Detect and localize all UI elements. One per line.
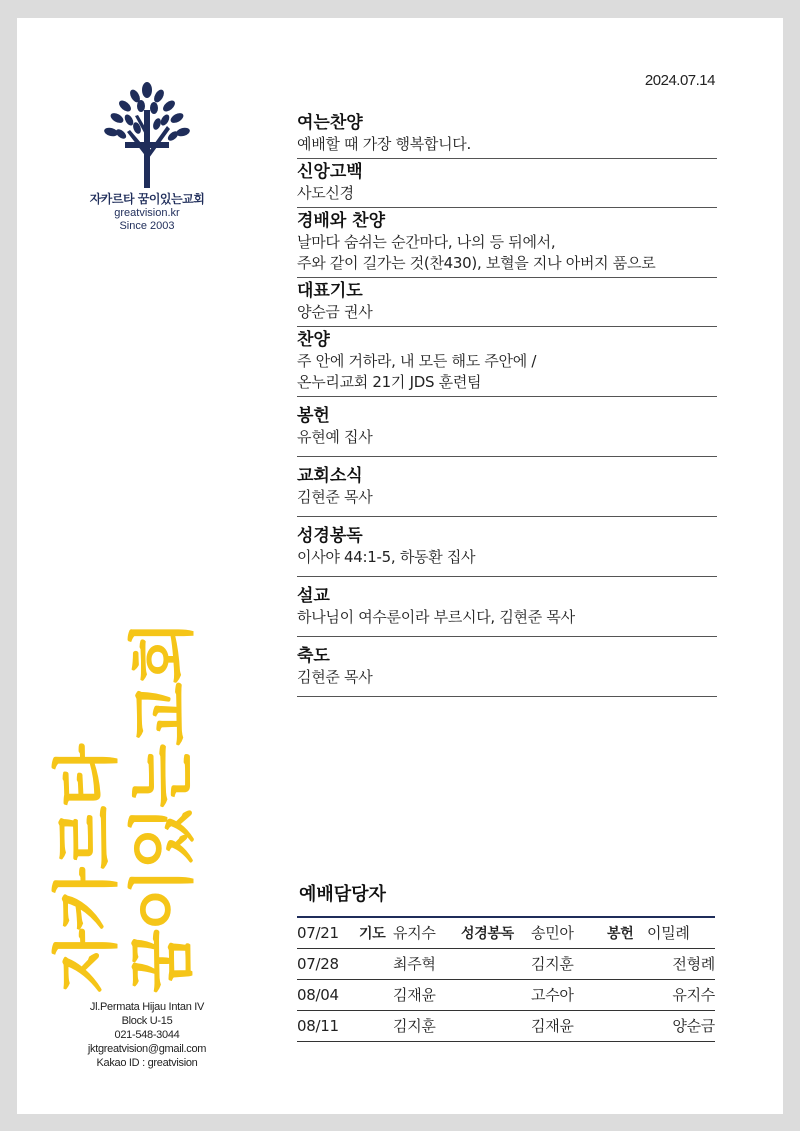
reading-name: 김지훈	[531, 955, 574, 973]
order-item	[297, 159, 717, 208]
order-item-detail: 예배할 때 가장 행복합니다.	[297, 135, 471, 153]
order-item-title: 대표기도	[297, 281, 363, 301]
order-item	[297, 637, 717, 697]
bulletin-page	[17, 18, 783, 1114]
order-item	[297, 208, 717, 278]
vertical-title-line-2: 꿈이있는교회	[124, 622, 201, 993]
staff-table	[297, 916, 715, 1042]
order-item-detail: 주 안에 거하라, 내 모든 해도 주안에 /	[297, 352, 537, 370]
order-item-detail: 이사야 44:1-5, 하동환 집사	[297, 548, 476, 566]
order-item-detail: 유현예 집사	[297, 428, 373, 446]
table-row	[297, 917, 715, 948]
prayer-label: 기도	[359, 925, 386, 942]
order-item	[297, 278, 717, 327]
order-item	[297, 397, 717, 457]
reading-label: 성경봉독	[461, 925, 514, 942]
address-line-1: Jl.Permata Hijau Intan IV	[89, 1001, 205, 1013]
reading-name: 송민아	[531, 924, 574, 943]
order-item-title: 찬양	[297, 330, 330, 350]
table-row	[297, 948, 715, 979]
order-item	[297, 457, 717, 517]
staff-date: 07/28	[297, 954, 339, 973]
order-item-detail: 온누리교회 21기 JDS 훈련팀	[297, 373, 482, 391]
church-website: greatvision.kr	[114, 207, 180, 219]
tree-cross-icon	[97, 80, 197, 188]
email-address: jktgreatvision@gmail.com	[87, 1043, 207, 1055]
order-item-title: 봉헌	[297, 406, 330, 426]
staff-title: 예배담당자	[299, 884, 386, 905]
vertical-church-title	[49, 573, 239, 993]
table-row	[297, 1010, 715, 1041]
church-name: 자카르타 꿈이있는교회	[89, 192, 205, 206]
staff-date: 07/21	[297, 923, 339, 942]
church-contact	[67, 1000, 227, 1070]
address-line-2: Block U-15	[121, 1015, 173, 1027]
order-item	[297, 517, 717, 577]
offering-label: 봉헌	[607, 925, 634, 942]
worship-order	[297, 110, 717, 697]
order-item	[297, 110, 717, 159]
order-item-detail: 김현준 목사	[297, 488, 373, 506]
offering-name: 이밀례	[647, 924, 690, 943]
order-item	[297, 577, 717, 637]
table-row	[297, 979, 715, 1010]
order-item-title: 설교	[297, 586, 330, 606]
order-item-title: 성경봉독	[297, 526, 363, 546]
order-item-title: 경배와 찬양	[297, 211, 386, 231]
offering-name: 전형례	[672, 955, 715, 973]
bulletin-date: 2024.07.14	[644, 72, 715, 89]
order-item-title: 신앙고백	[297, 162, 363, 182]
church-logo	[87, 80, 207, 233]
order-item-detail: 하나님이 여수룬이라 부르시다, 김현준 목사	[297, 608, 575, 626]
order-item-title: 축도	[297, 646, 330, 666]
prayer-name: 김지훈	[393, 1017, 436, 1035]
prayer-name: 최주혁	[393, 955, 436, 973]
prayer-name: 김재윤	[393, 986, 436, 1004]
church-since: Since 2003	[119, 220, 175, 232]
offering-name: 양순금	[672, 1017, 715, 1035]
order-item-detail: 김현준 목사	[297, 668, 373, 686]
order-item-detail: 날마다 숨쉬는 순간마다, 나의 등 뒤에서,	[297, 233, 556, 251]
staff-date: 08/11	[297, 1016, 339, 1035]
order-item-title: 여는찬양	[297, 113, 363, 133]
prayer-name: 유지수	[393, 924, 436, 943]
order-item-title: 교회소식	[297, 466, 363, 486]
staff-date: 08/04	[297, 985, 339, 1004]
reading-name: 김재윤	[531, 1017, 574, 1035]
order-item-detail: 주와 같이 길가는 것(찬430), 보혈을 지나 아버지 품으로	[297, 254, 656, 272]
vertical-title-line-1: 자카르타	[48, 745, 125, 993]
order-item	[297, 327, 717, 397]
order-item-detail: 양순금 권사	[297, 303, 373, 321]
reading-name: 고수아	[531, 986, 574, 1004]
kakao-id: Kakao ID : greatvision	[96, 1057, 198, 1069]
order-item-detail: 사도신경	[297, 184, 354, 202]
offering-name: 유지수	[672, 986, 715, 1004]
phone-number: 021-548-3044	[114, 1029, 180, 1041]
